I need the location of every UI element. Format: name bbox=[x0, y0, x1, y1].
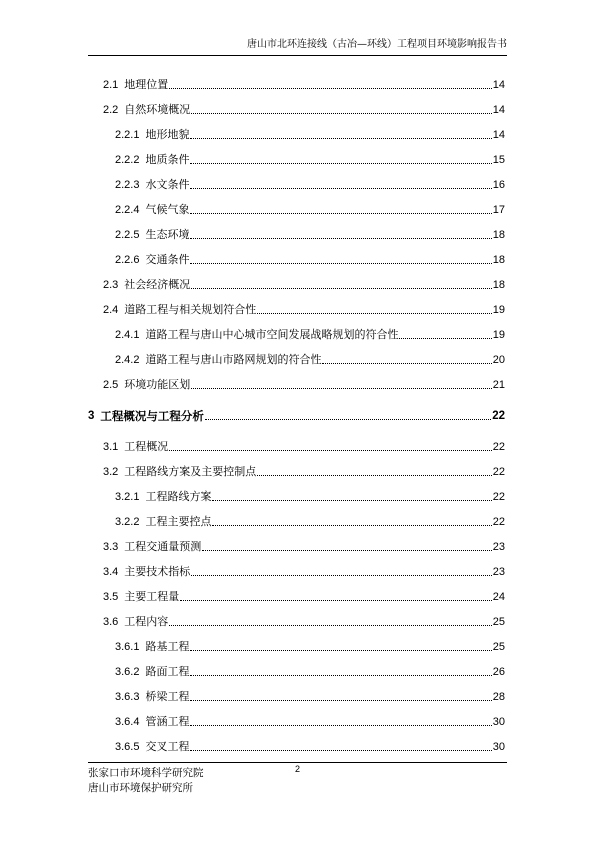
toc-entry[interactable] bbox=[88, 613, 505, 629]
toc-entry-number: 2.2 bbox=[103, 104, 119, 116]
dot-leader bbox=[399, 338, 491, 339]
toc-entry-title: 桥梁工程 bbox=[145, 690, 190, 703]
dot-leader bbox=[190, 700, 491, 701]
dot-leader bbox=[190, 138, 491, 139]
toc-entry-page: 19 bbox=[492, 329, 505, 341]
toc-entry[interactable] bbox=[88, 438, 505, 454]
toc-entry-number: 3.5 bbox=[103, 591, 119, 603]
toc-entry[interactable] bbox=[88, 513, 505, 529]
toc-entry[interactable] bbox=[88, 638, 505, 654]
toc-entry-title: 生态环境 bbox=[145, 228, 190, 241]
toc-entry-number: 3 bbox=[88, 410, 95, 422]
toc-entry-title: 路基工程 bbox=[145, 640, 190, 653]
toc-entry-page: 22 bbox=[492, 466, 505, 478]
toc-entry-number: 3.3 bbox=[103, 541, 119, 553]
toc-entry-number: 3.6.2 bbox=[115, 666, 140, 678]
footer-organizations bbox=[88, 766, 204, 796]
toc-entry-number: 2.2.4 bbox=[115, 204, 140, 216]
toc-entry-number: 3.6 bbox=[103, 616, 119, 628]
toc-entry[interactable] bbox=[88, 301, 505, 317]
dot-leader bbox=[202, 550, 491, 551]
toc-entry-page: 18 bbox=[492, 229, 505, 241]
toc-entry-title: 环境功能区划 bbox=[124, 378, 191, 391]
toc-entry[interactable] bbox=[88, 276, 505, 292]
toc-entry-title: 工程路线方案 bbox=[145, 490, 212, 503]
dot-leader bbox=[190, 750, 491, 751]
toc-entry-title: 路面工程 bbox=[145, 665, 190, 678]
toc-entry-number: 3.6.1 bbox=[115, 641, 140, 653]
toc-entry-title: 气候气象 bbox=[145, 203, 190, 216]
toc-entry[interactable] bbox=[88, 663, 505, 679]
toc-entry[interactable] bbox=[88, 76, 505, 92]
toc-entry[interactable] bbox=[88, 713, 505, 729]
toc-entry[interactable] bbox=[88, 688, 505, 704]
dot-leader bbox=[190, 675, 491, 676]
toc-entry-title: 工程概况与工程分析 bbox=[100, 409, 204, 423]
toc-entry-number: 2.1 bbox=[103, 79, 119, 91]
toc-entry-page: 15 bbox=[492, 154, 505, 166]
toc-entry-title: 工程主要控点 bbox=[145, 515, 212, 528]
toc-entry-number: 3.2.2 bbox=[115, 516, 140, 528]
toc-entry-number: 2.3 bbox=[103, 279, 119, 291]
toc-entry[interactable] bbox=[88, 463, 505, 479]
toc-entry-page: 22 bbox=[492, 516, 505, 528]
toc-entry-page: 20 bbox=[492, 354, 505, 366]
toc-entry-page: 14 bbox=[492, 129, 505, 141]
toc-entry-title: 管涵工程 bbox=[145, 715, 190, 728]
toc-entry-number: 3.6.4 bbox=[115, 716, 140, 728]
toc-entry-number: 2.4.1 bbox=[115, 329, 140, 341]
toc-entry[interactable] bbox=[88, 563, 505, 579]
toc-entry-page: 26 bbox=[492, 666, 505, 678]
toc-entry-title: 交通条件 bbox=[145, 253, 190, 266]
toc-entry-page: 25 bbox=[492, 616, 505, 628]
dot-leader bbox=[212, 525, 491, 526]
toc-entry-title: 水文条件 bbox=[145, 178, 190, 191]
toc-entry-page: 30 bbox=[492, 716, 505, 728]
toc-entry[interactable] bbox=[88, 538, 505, 554]
toc-entry-number: 2.4.2 bbox=[115, 354, 140, 366]
dot-leader bbox=[191, 288, 491, 289]
toc-entry-page: 22 bbox=[492, 441, 505, 453]
dot-leader bbox=[180, 600, 491, 601]
toc-entry[interactable] bbox=[88, 326, 505, 342]
page-number: 2 bbox=[294, 764, 300, 774]
dot-leader bbox=[322, 363, 491, 364]
toc-entry-title: 工程概况 bbox=[124, 440, 169, 453]
dot-leader bbox=[212, 500, 491, 501]
toc-entry-number: 3.2 bbox=[103, 466, 119, 478]
toc-entry-title: 道路工程与唐山中心城市空间发展战略规划的符合性 bbox=[145, 328, 399, 341]
toc-entry[interactable] bbox=[88, 201, 505, 217]
toc-entry-page: 19 bbox=[492, 304, 505, 316]
toc-entry-number: 2.2.2 bbox=[115, 154, 140, 166]
toc-entry-number: 2.2.3 bbox=[115, 179, 140, 191]
toc-entry-page: 14 bbox=[492, 79, 505, 91]
toc-entry-page: 23 bbox=[492, 541, 505, 553]
toc-entry-title: 道路工程与相关规划符合性 bbox=[124, 303, 257, 316]
toc-entry-number: 3.2.1 bbox=[115, 491, 140, 503]
toc-entry-number: 3.1 bbox=[103, 441, 119, 453]
toc-entry-number: 3.6.3 bbox=[115, 691, 140, 703]
toc-entry-number: 2.2.6 bbox=[115, 254, 140, 266]
toc-entry-title: 交叉工程 bbox=[145, 740, 190, 753]
header-title: 唐山市北环连接线（古冶—环线）工程项目环境影响报告书 bbox=[247, 39, 507, 50]
toc-entry[interactable] bbox=[88, 376, 505, 392]
dot-leader bbox=[169, 450, 491, 451]
dot-leader bbox=[191, 113, 491, 114]
toc-entry-title: 道路工程与唐山市路网规划的符合性 bbox=[145, 353, 322, 366]
dot-leader bbox=[205, 419, 491, 420]
toc-entry[interactable] bbox=[88, 351, 505, 367]
toc-entry-title: 主要工程量 bbox=[124, 590, 180, 603]
toc-entry-title: 工程路线方案及主要控制点 bbox=[124, 465, 257, 478]
toc-entry-title: 地质条件 bbox=[145, 153, 190, 166]
toc-entry-page: 22 bbox=[492, 491, 505, 503]
toc-entry-title: 自然环境概况 bbox=[124, 103, 191, 116]
dot-leader bbox=[190, 238, 491, 239]
toc-entry-page: 22 bbox=[492, 410, 505, 422]
toc-entry[interactable] bbox=[88, 126, 505, 142]
footer-org-line-1: 张家口市环境科学研究院 bbox=[88, 767, 204, 779]
toc-entry-page: 24 bbox=[492, 591, 505, 603]
toc-entry-page: 16 bbox=[492, 179, 505, 191]
toc-entry[interactable] bbox=[88, 251, 505, 267]
dot-leader bbox=[257, 475, 491, 476]
toc-entry[interactable] bbox=[88, 151, 505, 167]
footer-org-line-2: 唐山市环境保护研究所 bbox=[88, 782, 193, 794]
toc-entry-title: 工程内容 bbox=[124, 615, 169, 628]
toc-entry-page: 30 bbox=[492, 741, 505, 753]
toc-entry[interactable] bbox=[88, 101, 505, 117]
toc-entry-number: 3.4 bbox=[103, 566, 119, 578]
toc-entry-title: 主要技术指标 bbox=[124, 565, 191, 578]
toc-entry-page: 21 bbox=[492, 379, 505, 391]
toc-entry-title: 社会经济概况 bbox=[124, 278, 191, 291]
toc-entry-page: 18 bbox=[492, 254, 505, 266]
toc-entry-page: 25 bbox=[492, 641, 505, 653]
dot-leader bbox=[191, 388, 491, 389]
toc-entry-title: 工程交通量预测 bbox=[124, 540, 202, 553]
toc-entry[interactable] bbox=[88, 176, 505, 192]
toc-entry[interactable] bbox=[88, 488, 505, 504]
toc-entry-number: 2.4 bbox=[103, 304, 119, 316]
dot-leader bbox=[190, 188, 491, 189]
toc-entry[interactable] bbox=[88, 226, 505, 242]
toc-entry-page: 23 bbox=[492, 566, 505, 578]
toc-entry-number: 2.5 bbox=[103, 379, 119, 391]
dot-leader bbox=[257, 313, 491, 314]
toc-entry-page: 14 bbox=[492, 104, 505, 116]
dot-leader bbox=[190, 263, 491, 264]
toc-entry-number: 2.2.5 bbox=[115, 229, 140, 241]
toc-entry[interactable] bbox=[88, 738, 505, 754]
toc-entry-page: 18 bbox=[492, 279, 505, 291]
dot-leader bbox=[190, 650, 491, 651]
toc-entry-page: 28 bbox=[492, 691, 505, 703]
toc-entry-page: 17 bbox=[492, 204, 505, 216]
dot-leader bbox=[190, 213, 491, 214]
dot-leader bbox=[191, 575, 491, 576]
toc-entry-number: 2.2.1 bbox=[115, 129, 140, 141]
dot-leader bbox=[190, 725, 491, 726]
toc-chapter-entry[interactable] bbox=[88, 407, 505, 423]
dot-leader bbox=[169, 625, 491, 626]
dot-leader bbox=[169, 88, 491, 89]
toc-entry[interactable] bbox=[88, 588, 505, 604]
toc-entry-title: 地形地貌 bbox=[145, 128, 190, 141]
dot-leader bbox=[190, 163, 491, 164]
running-header bbox=[88, 38, 507, 56]
toc-entry-number: 3.6.5 bbox=[115, 741, 140, 753]
toc-entry-title: 地理位置 bbox=[124, 78, 169, 91]
footer-rule bbox=[88, 762, 507, 763]
